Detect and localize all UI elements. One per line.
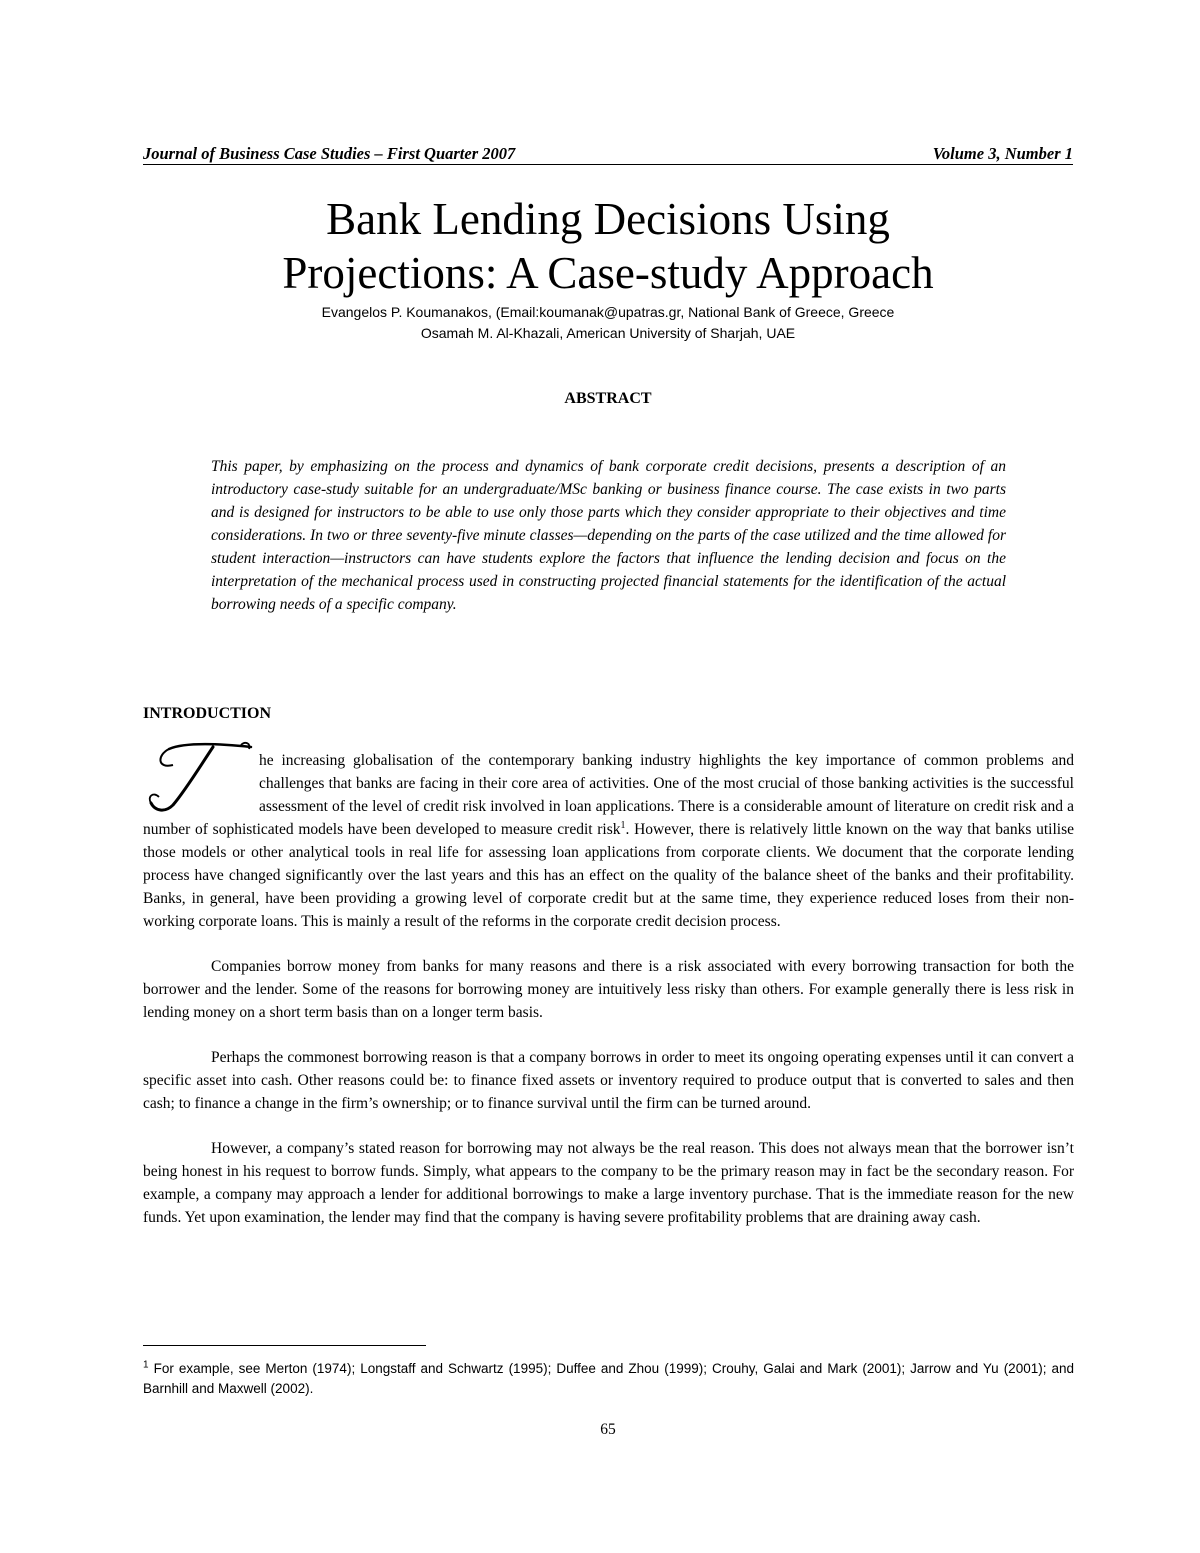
footnote-divider bbox=[143, 1345, 426, 1346]
abstract-text: This paper, by emphasizing on the process and dynamics of bank corporate credit decisions, presents a description of an introductory case-study suitable for an undergraduate/MSc banking or business finance course. The case exists in two parts and is designed for instructors to be able to use only those parts which they consider appropriate to their objectives and time considerations. In two or three seventy-five minute classes—depending on the parts of the case utilized and the time allowed for student interaction—instructors can have students explore the factors that influence the lending decision and focus on the interpretation of the mechanical process used in constructing projected financial statements for the identification of the actual borrowing needs of a specific company. bbox=[211, 458, 1006, 613]
author-1: Evangelos P. Koumanakos, (Email:koumanak@upatras.gr, National Bank of Greece, Greece bbox=[321, 304, 895, 320]
footnote bbox=[143, 1359, 1074, 1399]
paragraph-1-text-a: he increasing globalisation of the contemporary banking industry highlights the key importance of common problems and challenges that banks are facing in their core area of activities. One of the most crucial of those banking activities is the successful assessment of the level of credit risk involved in loan applications. There is a considerable amount of literature on credit risk and a number of sophisticated models have been developed to measure credit risk bbox=[143, 752, 1074, 838]
footnote-marker: 1 bbox=[143, 1359, 149, 1371]
title-line-2: Projections: A Case-study Approach bbox=[282, 248, 934, 298]
abstract-heading: ABSTRACT bbox=[564, 390, 652, 407]
paper-title bbox=[143, 192, 1073, 300]
paragraph-4: However, a company’s stated reason for borrowing may not always be the real reason. This does not always mean that the borrower isn’t being honest in his request to borrow funds. Simply, what appears to the company to be the primary reason may in fact be the secondary reason. For example, a company may approach a lender for additional borrowings to make a large inventory purchase. That is the immediate reason for the new funds. Yet upon examination, the lender may find that the company is having severe profitability problems that are draining away cash. bbox=[143, 1140, 1074, 1226]
dropcap-t-icon bbox=[143, 741, 255, 817]
dropcap bbox=[143, 749, 259, 818]
footnote-ref[interactable]: 1 bbox=[620, 819, 626, 831]
paragraph-2: Companies borrow money from banks for many reasons and there is a risk associated with every borrowing transaction for both the borrower and the lender. Some of the reasons for borrowing money are intuitively less risky than others. For example generally there is less risk in lending money on a short term basis than on a longer term basis. bbox=[143, 958, 1074, 1021]
paragraph-1 bbox=[143, 749, 1074, 933]
running-header bbox=[143, 144, 1073, 165]
footnote-text: For example, see Merton (1974); Longstaff and Schwartz (1995); Duffee and Zhou (1999); Crouhy, Galai and Mark (2001); Jarrow and Yu (2001); and Barnhill and Maxwell (2002). bbox=[143, 1361, 1074, 1396]
paragraph-3: Perhaps the commonest borrowing reason is that a company borrows in order to meet its ongoing operating expenses until it can convert a specific asset into cash. Other reasons could be: to finance fixed assets or inventory required to produce output that is converted to sales and then cash; to finance a change in the firm’s ownership; or to finance survival until the firm can be turned around. bbox=[143, 1049, 1074, 1112]
page-number: 65 bbox=[600, 1421, 616, 1438]
author-list bbox=[143, 302, 1073, 344]
introduction-heading: INTRODUCTION bbox=[143, 705, 272, 722]
journal-name: Journal of Business Case Studies – First Quarter 2007 bbox=[143, 144, 516, 163]
introduction-body bbox=[143, 749, 1074, 1251]
author-2: Osamah M. Al-Khazali, American University of Sharjah, UAE bbox=[420, 325, 796, 341]
volume-number: Volume 3, Number 1 bbox=[932, 144, 1073, 163]
title-line-1: Bank Lending Decisions Using bbox=[326, 194, 890, 244]
paragraph-1-text-b: . However, there is relatively little known on the way that banks utilise those models or other analytical tools in real life for assessing loan applications from corporate clients. We document that the corporate lending process have changed significantly over the last years and this has an effect on the quality of the balance sheet of the banks and their profitability. Banks, in general, have been providing a growing level of corporate credit but at the same time, they experience reduced loses from their non-working corporate loans. This is mainly a result of the reforms in the corporate credit decision process. bbox=[143, 821, 1075, 930]
